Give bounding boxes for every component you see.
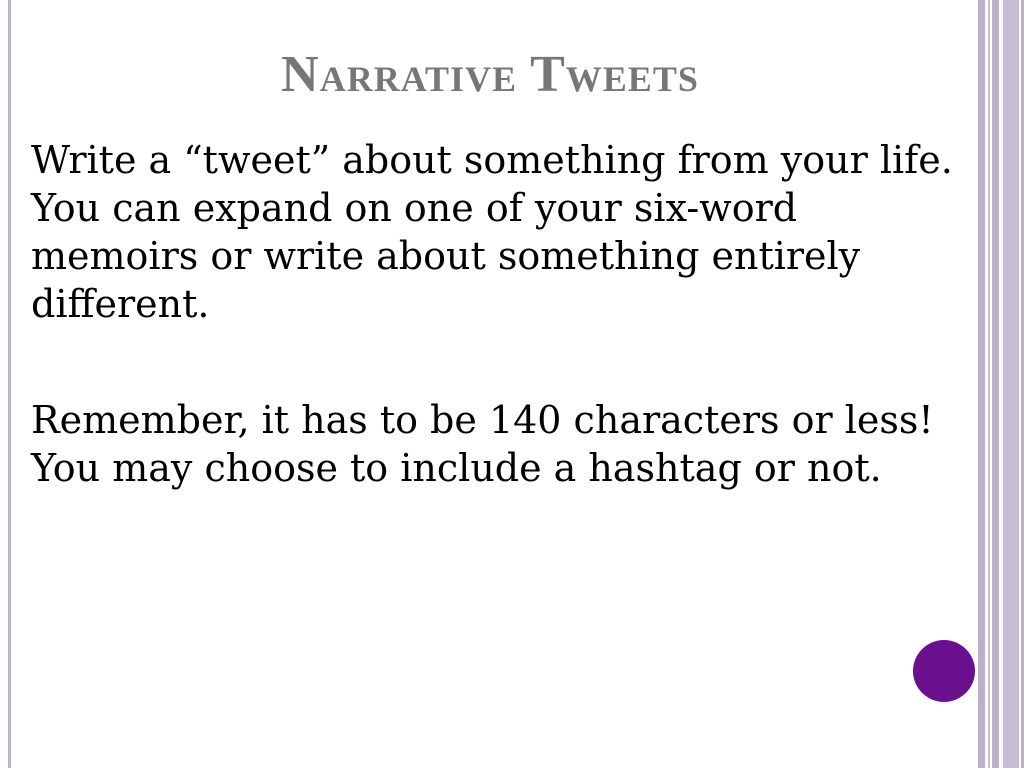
- right-decorative-stripe: [988, 0, 990, 768]
- left-border-line: [8, 0, 11, 768]
- body-paragraph-1: Write a “tweet” about something from your life. You can expand on one of your six-word memoirs or write about something entirely different.: [31, 138, 953, 326]
- right-decorative-stripe: [992, 0, 999, 768]
- right-decorative-stripe: [978, 0, 985, 768]
- right-decorative-stripe: [1003, 0, 1019, 768]
- slide-title: Narrative Tweets: [281, 46, 699, 103]
- body-paragraph-2: Remember, it has to be 140 characters or less! You may choose to include a hashtag or not.: [31, 398, 934, 490]
- decorative-circle: [913, 640, 975, 702]
